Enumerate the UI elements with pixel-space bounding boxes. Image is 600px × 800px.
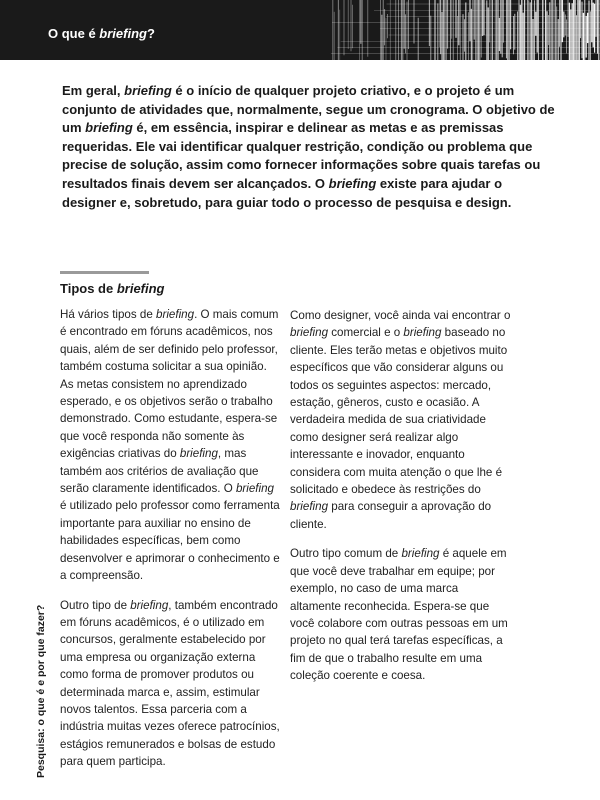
text-run: , mas também aos critérios de avaliação que serão claramente identificados. O <box>60 447 259 496</box>
text-run: Outro tipo comum de <box>290 547 402 561</box>
section-divider <box>60 271 149 274</box>
text-run: é, em essência, inspirar e delinear as metas e as premissas requeridas. Ele vai identificar qualquer restrição, condição ou problema que precise de solução, assim como fornecer informações sobre quais tarefas ou resultados finais devem ser alcançados. O <box>62 120 541 191</box>
page-title: O que é briefing? <box>48 26 155 41</box>
text-run: é o início de qualquer projeto criativo, e o projeto é um conjunto de atividades que, normalmente, segue um cronograma. O objetivo de um <box>62 83 555 136</box>
header-bar <box>0 0 600 60</box>
emphasis-term: briefing <box>328 175 377 191</box>
side-running-title: Pesquisa: o que é e por que fazer? <box>35 604 47 778</box>
emphasis-term: briefing <box>124 83 172 98</box>
text-run: Outro tipo de <box>60 598 131 612</box>
text-run: baseado no cliente. Eles terão metas e objetivos muito específicos que vão considerar alguns ou todos os seguintes aspectos: mercado, estação, gêneros, custo e ocasião. A verdadeira medida de sua criatividade como designer será realizar algo interessante e inovador, enquanto considera com muita atenção o que lhe é solicitado e obedece às restrições do <box>290 326 508 497</box>
emphasis-term: briefing <box>401 547 440 561</box>
emphasis-term: briefing <box>290 500 329 514</box>
emphasis-term: briefing <box>235 482 274 496</box>
left-column <box>60 306 282 783</box>
text-run: comercial e o <box>328 326 404 340</box>
body-paragraph <box>290 545 512 684</box>
text-run: existe para ajudar o designer e, sobretudo, para guiar todo o processo de pesquisa e design. <box>62 175 512 210</box>
text-run: Como designer, você ainda vai encontrar o <box>290 309 511 322</box>
intro-paragraph <box>62 82 557 212</box>
header-pattern <box>330 0 600 60</box>
text-run: Há vários tipos de <box>60 308 157 321</box>
right-column <box>290 307 512 697</box>
section-title: Tipos de briefing <box>60 281 165 296</box>
text-run: Em geral, <box>62 83 125 98</box>
body-paragraph <box>60 306 282 585</box>
text-run: para conseguir a aprovação do cliente. <box>290 500 492 531</box>
text-run: . O mais comum é encontrado em fóruns acadêmicos, nos quais, além de ser definido pelo professor, também costuma solicitar a sua opinião. As metas consistem no aprendizado esperado, e os objetivos serão o trabalho demonstrado. Como estudante, espera-se que você responda não somente às exigências criativas do <box>60 308 279 461</box>
text-run: é utilizado pelo professor como ferramenta importante para auxiliar no ensino de habilidades específicas, bem como desenvolver e aprimorar o conhecimento e a compreensão. <box>60 499 280 583</box>
body-paragraph <box>60 597 282 771</box>
emphasis-term: briefing <box>130 598 169 612</box>
body-paragraph <box>290 307 512 533</box>
emphasis-term: briefing <box>156 308 195 321</box>
emphasis-term: briefing <box>85 120 133 136</box>
emphasis-term: briefing <box>403 326 442 340</box>
text-run: , também encontrado em fóruns acadêmicos, é o utilizado em concursos, geralmente estabelecido por uma empresa ou organização externa como forma de promover produtos ou determinada marca e, assim, estimular novos talentos. Essa parceria com a indústria muitas vezes oferece patrocínios, estágios remunerados e bolsas de estudo para quem participa. <box>60 598 280 769</box>
emphasis-term: briefing <box>179 447 218 461</box>
text-run: é aquele em que você deve trabalhar em equipe; por exemplo, no caso de uma marca altamente reconhecida. Espera-se que você colabore com outras pessoas em um projeto no qual terá tarefas específicas, a fim de que o trabalho resulte em uma coleção coerente e coesa. <box>290 547 508 683</box>
emphasis-term: briefing <box>290 326 329 340</box>
